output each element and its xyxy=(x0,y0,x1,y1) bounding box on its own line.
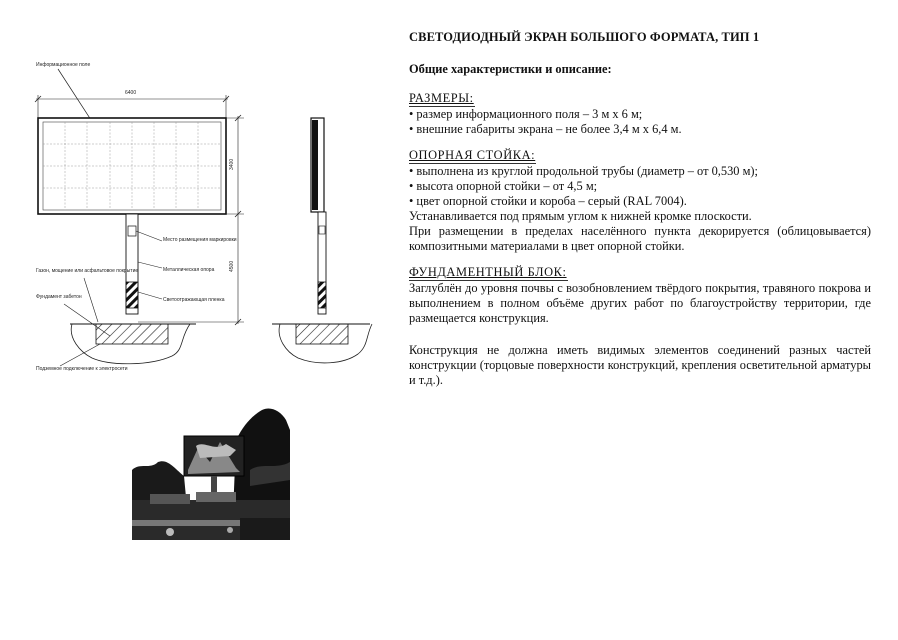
label-lawn: Газон, мощение или асфальтовое покрытие xyxy=(36,268,139,274)
document-title: СВЕТОДИОДНЫЙ ЭКРАН БОЛЬШОГО ФОРМАТА, ТИП 1 xyxy=(409,30,760,44)
description-column xyxy=(409,30,871,400)
section-foundation xyxy=(409,265,871,326)
section-line: Устанавливается под прямым углом к нижней кромке плоскости. xyxy=(409,209,752,223)
section-heading: РАЗМЕРЫ: xyxy=(409,91,474,105)
section-line: • цвет опорной стойки и короба – серый (RAL 7004). xyxy=(409,194,687,208)
foundation-front xyxy=(70,324,196,364)
section-heading: ОПОРНАЯ СТОЙКА: xyxy=(409,148,536,162)
dim-panel-height-label: 3400 xyxy=(229,158,235,170)
section-line: • внешние габариты экрана – не более 3,4 м х 6,4 м. xyxy=(409,122,682,136)
section-support-pole xyxy=(409,148,871,254)
side-view xyxy=(272,118,372,363)
label-foundation: Фундамент забетон xyxy=(36,294,82,300)
label-marking-text: Место размещения маркировки xyxy=(163,237,237,243)
label-info-field: Информационное поле xyxy=(36,62,91,68)
section-line: Заглублён до уровня почвы с возобновлением твёрдого покрытия, травяного покрова и выполнением в полном объёме других работ по благоустройству территории, где размещается конструкция. xyxy=(409,281,871,325)
screen-panel xyxy=(38,118,226,214)
section-dimensions xyxy=(409,91,871,137)
label-marking xyxy=(163,237,237,243)
billboard-photo xyxy=(132,406,290,540)
front-view xyxy=(35,62,244,372)
label-reflective: Светоотражающая пленка xyxy=(163,297,225,303)
section-line: • выполнена из круглой продольной трубы (диаметр – от 0,530 м); xyxy=(409,164,758,178)
section-line: • высота опорной стойки – от 4,5 м; xyxy=(409,179,598,193)
section-line: • размер информационного поля – 3 м х 6 м; xyxy=(409,107,643,121)
label-pole: Металлическая опора xyxy=(163,267,215,273)
dim-width-label: 6400 xyxy=(125,90,137,96)
label-cable: Подземное подключение к электросети xyxy=(36,366,128,372)
support-pole xyxy=(126,214,138,314)
final-note: Конструкция не должна иметь видимых элементов соединений разных частей конструкции (торцовые поверхности конструкций, крепления осветительной арматуры и т.д.). xyxy=(409,343,871,387)
dimension-width xyxy=(35,90,229,118)
section-heading: ФУНДАМЕНТНЫЙ БЛОК: xyxy=(409,265,567,279)
section-line: При размещении в пределах населённого пункта декорируется (облицовывается) композитными материалами в цвет опорной стойки. xyxy=(409,224,871,253)
document-subtitle: Общие характеристики и описание: xyxy=(409,62,612,76)
dim-pole-height-label: 4500 xyxy=(229,260,235,272)
